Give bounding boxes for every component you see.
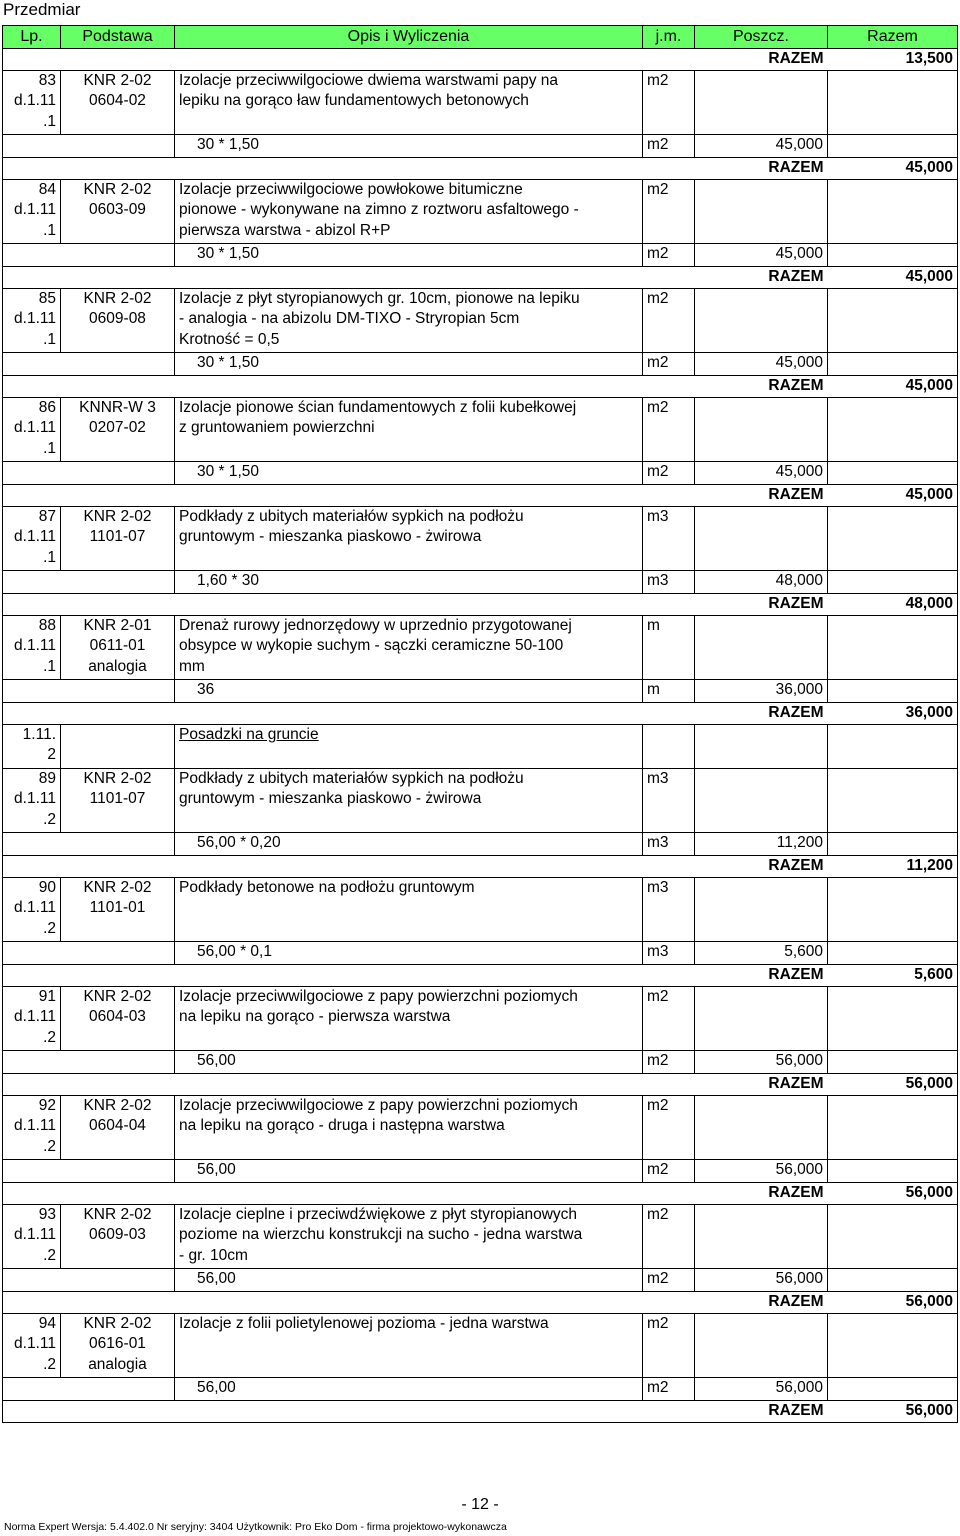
razem-value: 5,600 — [828, 965, 958, 987]
section-podstawa-empty — [61, 724, 175, 768]
razem-spacer — [3, 376, 695, 398]
item-lp: 83 d.1.11 .1 — [3, 70, 61, 135]
razem-value: 48,000 — [828, 594, 958, 616]
item-row — [3, 179, 958, 244]
header-opis: Opis i Wyliczenia — [175, 26, 643, 49]
item-razem-empty — [828, 1204, 958, 1269]
calc-jm: m2 — [643, 244, 695, 267]
calc-razem-empty — [828, 1051, 958, 1074]
estimate-table — [2, 25, 958, 1423]
item-razem-empty — [828, 615, 958, 680]
item-opis: Izolacje przeciwwilgociowe dwiema warstwami papy na lepiku na gorąco ław fundamentowych betonowych — [175, 70, 643, 135]
calc-expression: 56,00 — [175, 1269, 643, 1292]
razem-row — [3, 376, 958, 398]
calc-razem-empty — [828, 942, 958, 965]
item-podstawa: KNR 2-01 0611-01 analogia — [61, 615, 175, 680]
section-title: Posadzki na gruncie — [175, 724, 643, 768]
calc-jm: m2 — [643, 1269, 695, 1292]
item-lp: 94 d.1.11 .2 — [3, 1313, 61, 1378]
item-lp: 86 d.1.11 .1 — [3, 397, 61, 462]
calc-spacer — [3, 1378, 175, 1401]
calc-razem-empty — [828, 462, 958, 485]
item-jm: m2 — [643, 70, 695, 135]
item-poszcz-empty — [695, 397, 828, 462]
calc-expression: 56,00 — [175, 1160, 643, 1183]
item-row — [3, 70, 958, 135]
item-opis: Izolacje cieplne i przeciwdźwiękowe z płyt styropianowych poziome na wierzchu konstrukcji na sucho - jedna warstwa - gr. 10cm — [175, 1204, 643, 1269]
razem-row — [3, 703, 958, 725]
razem-row — [3, 1401, 958, 1423]
razem-spacer — [3, 965, 695, 987]
item-podstawa: KNR 2-02 1101-01 — [61, 877, 175, 942]
calc-row — [3, 680, 958, 703]
razem-label: RAZEM — [695, 1292, 828, 1314]
item-podstawa: KNR 2-02 0616-01 analogia — [61, 1313, 175, 1378]
razem-row — [3, 158, 958, 180]
item-poszcz-empty — [695, 1313, 828, 1378]
calc-spacer — [3, 571, 175, 594]
item-row — [3, 1204, 958, 1269]
calc-poszcz: 36,000 — [695, 680, 828, 703]
item-lp: 91 d.1.11 .2 — [3, 986, 61, 1051]
razem-value: 45,000 — [828, 485, 958, 507]
item-row — [3, 877, 958, 942]
calc-razem-empty — [828, 135, 958, 158]
item-lp: 87 d.1.11 .1 — [3, 506, 61, 571]
item-podstawa: KNR 2-02 0604-02 — [61, 70, 175, 135]
item-opis: Izolacje z płyt styropianowych gr. 10cm, pionowe na lepiku - analogia - na abizolu DM-TIXO - Stryropian 5cm Krotność = 0,5 — [175, 288, 643, 353]
item-jm: m2 — [643, 288, 695, 353]
section-razem-empty — [828, 724, 958, 768]
item-lp: 85 d.1.11 .1 — [3, 288, 61, 353]
calc-jm: m3 — [643, 833, 695, 856]
item-razem-empty — [828, 288, 958, 353]
calc-expression: 56,00 — [175, 1051, 643, 1074]
item-jm: m2 — [643, 1204, 695, 1269]
item-lp: 89 d.1.11 .2 — [3, 768, 61, 833]
calc-spacer — [3, 833, 175, 856]
item-razem-empty — [828, 70, 958, 135]
page-title: Przedmiar — [3, 0, 81, 19]
calc-poszcz: 45,000 — [695, 135, 828, 158]
calc-poszcz: 11,200 — [695, 833, 828, 856]
item-razem-empty — [828, 986, 958, 1051]
calc-expression: 56,00 * 0,1 — [175, 942, 643, 965]
calc-jm: m — [643, 680, 695, 703]
table-header — [3, 26, 958, 49]
item-lp: 92 d.1.11 .2 — [3, 1095, 61, 1160]
razem-row — [3, 1183, 958, 1205]
calc-jm: m2 — [643, 462, 695, 485]
razem-value: 45,000 — [828, 267, 958, 289]
item-poszcz-empty — [695, 1204, 828, 1269]
item-poszcz-empty — [695, 1095, 828, 1160]
item-podstawa: KNR 2-02 0609-08 — [61, 288, 175, 353]
item-row — [3, 1313, 958, 1378]
item-podstawa: KNR 2-02 1101-07 — [61, 506, 175, 571]
calc-spacer — [3, 1051, 175, 1074]
calc-poszcz: 56,000 — [695, 1160, 828, 1183]
item-poszcz-empty — [695, 768, 828, 833]
calc-jm: m3 — [643, 571, 695, 594]
razem-spacer — [3, 1183, 695, 1205]
calc-poszcz: 56,000 — [695, 1378, 828, 1401]
razem-spacer — [3, 267, 695, 289]
item-jm: m2 — [643, 1313, 695, 1378]
calc-expression: 1,60 * 30 — [175, 571, 643, 594]
item-lp: 93 d.1.11 .2 — [3, 1204, 61, 1269]
item-lp: 90 d.1.11 .2 — [3, 877, 61, 942]
item-row — [3, 506, 958, 571]
item-podstawa: KNR 2-02 0604-04 — [61, 1095, 175, 1160]
item-jm: m3 — [643, 506, 695, 571]
calc-expression: 56,00 — [175, 1378, 643, 1401]
item-row — [3, 288, 958, 353]
calc-razem-empty — [828, 244, 958, 267]
footer-text: Norma Expert Wersja: 5.4.402.0 Nr seryjny: 3404 Użytkownik: Pro Eko Dom - firma projektowo-wykonawcza — [4, 1521, 507, 1533]
calc-spacer — [3, 353, 175, 376]
calc-poszcz: 45,000 — [695, 244, 828, 267]
razem-value: 13,500 — [828, 49, 958, 71]
calc-expression: 30 * 1,50 — [175, 353, 643, 376]
item-razem-empty — [828, 877, 958, 942]
razem-value: 56,000 — [828, 1074, 958, 1096]
razem-label: RAZEM — [695, 485, 828, 507]
header-poszcz: Poszcz. — [695, 26, 828, 49]
calc-expression: 30 * 1,50 — [175, 462, 643, 485]
item-poszcz-empty — [695, 288, 828, 353]
section-row — [3, 724, 958, 768]
item-opis: Izolacje przeciwwilgociowe powłokowe bitumiczne pionowe - wykonywane na zimno z roztworu asfaltowego - pierwsza warstwa - abizol R+P — [175, 179, 643, 244]
razem-label: RAZEM — [695, 856, 828, 878]
razem-label: RAZEM — [695, 1074, 828, 1096]
item-opis: Podkłady z ubitych materiałów sypkich na podłożu gruntowym - mieszanka piaskowo - żwirowa — [175, 768, 643, 833]
header-razem: Razem — [828, 26, 958, 49]
calc-expression: 36 — [175, 680, 643, 703]
calc-jm: m2 — [643, 1160, 695, 1183]
item-row — [3, 768, 958, 833]
calc-spacer — [3, 135, 175, 158]
razem-label: RAZEM — [695, 267, 828, 289]
calc-row — [3, 244, 958, 267]
calc-razem-empty — [828, 1378, 958, 1401]
calc-row — [3, 571, 958, 594]
item-opis: Podkłady betonowe na podłożu gruntowym — [175, 877, 643, 942]
calc-razem-empty — [828, 571, 958, 594]
calc-spacer — [3, 244, 175, 267]
calc-poszcz: 48,000 — [695, 571, 828, 594]
calc-spacer — [3, 680, 175, 703]
razem-row — [3, 1292, 958, 1314]
calc-spacer — [3, 1160, 175, 1183]
calc-poszcz: 45,000 — [695, 353, 828, 376]
item-razem-empty — [828, 1095, 958, 1160]
item-jm: m2 — [643, 1095, 695, 1160]
calc-razem-empty — [828, 1269, 958, 1292]
razem-row — [3, 485, 958, 507]
item-row — [3, 615, 958, 680]
calc-razem-empty — [828, 1160, 958, 1183]
calc-row — [3, 1160, 958, 1183]
razem-value: 56,000 — [828, 1401, 958, 1423]
calc-row — [3, 1269, 958, 1292]
calc-row — [3, 1378, 958, 1401]
razem-spacer — [3, 594, 695, 616]
header-jm: j.m. — [643, 26, 695, 49]
section-poszcz-empty — [695, 724, 828, 768]
calc-row — [3, 833, 958, 856]
razem-row — [3, 594, 958, 616]
header-podstawa: Podstawa — [61, 26, 175, 49]
item-jm: m3 — [643, 877, 695, 942]
item-lp: 84 d.1.11 .1 — [3, 179, 61, 244]
item-opis: Izolacje przeciwwilgociowe z papy powierzchni poziomych na lepiku na gorąco - druga i następna warstwa — [175, 1095, 643, 1160]
razem-value: 56,000 — [828, 1183, 958, 1205]
item-podstawa: KNR 2-02 0603-09 — [61, 179, 175, 244]
calc-spacer — [3, 942, 175, 965]
calc-jm: m2 — [643, 1378, 695, 1401]
item-opis: Izolacje przeciwwilgociowe z papy powierzchni poziomych na lepiku na gorąco - pierwsza warstwa — [175, 986, 643, 1051]
item-jm: m2 — [643, 986, 695, 1051]
calc-expression: 30 * 1,50 — [175, 244, 643, 267]
item-razem-empty — [828, 768, 958, 833]
razem-label: RAZEM — [695, 1401, 828, 1423]
razem-label: RAZEM — [695, 703, 828, 725]
item-podstawa: KNR 2-02 1101-07 — [61, 768, 175, 833]
razem-label: RAZEM — [695, 376, 828, 398]
calc-poszcz: 5,600 — [695, 942, 828, 965]
header-lp: Lp. — [3, 26, 61, 49]
calc-spacer — [3, 462, 175, 485]
razem-row — [3, 856, 958, 878]
razem-row — [3, 965, 958, 987]
razem-row — [3, 49, 958, 71]
razem-spacer — [3, 158, 695, 180]
calc-jm: m2 — [643, 353, 695, 376]
calc-expression: 30 * 1,50 — [175, 135, 643, 158]
item-podstawa: KNNR-W 3 0207-02 — [61, 397, 175, 462]
section-jm-empty — [643, 724, 695, 768]
razem-value: 45,000 — [828, 376, 958, 398]
calc-row — [3, 462, 958, 485]
calc-row — [3, 1051, 958, 1074]
item-razem-empty — [828, 397, 958, 462]
calc-poszcz: 56,000 — [695, 1051, 828, 1074]
calc-razem-empty — [828, 680, 958, 703]
section-lp: 1.11. 2 — [3, 724, 61, 768]
item-opis: Drenaż rurowy jednorzędowy w uprzednio przygotowanej obsypce w wykopie suchym - sączki ceramiczne 50-100 mm — [175, 615, 643, 680]
page-number: - 12 - — [461, 1496, 499, 1513]
calc-poszcz: 45,000 — [695, 462, 828, 485]
item-opis: Podkłady z ubitych materiałów sypkich na podłożu gruntowym - mieszanka piaskowo - żwirowa — [175, 506, 643, 571]
item-jm: m2 — [643, 397, 695, 462]
calc-jm: m3 — [643, 942, 695, 965]
razem-value: 45,000 — [828, 158, 958, 180]
razem-label: RAZEM — [695, 1183, 828, 1205]
calc-expression: 56,00 * 0,20 — [175, 833, 643, 856]
item-podstawa: KNR 2-02 0604-03 — [61, 986, 175, 1051]
calc-spacer — [3, 1269, 175, 1292]
item-row — [3, 1095, 958, 1160]
item-row — [3, 986, 958, 1051]
calc-row — [3, 942, 958, 965]
item-poszcz-empty — [695, 877, 828, 942]
item-opis: Izolacje z folii polietylenowej pozioma - jedna warstwa — [175, 1313, 643, 1378]
razem-label: RAZEM — [695, 594, 828, 616]
calc-row — [3, 135, 958, 158]
item-razem-empty — [828, 506, 958, 571]
calc-jm: m2 — [643, 1051, 695, 1074]
razem-row — [3, 267, 958, 289]
razem-label: RAZEM — [695, 49, 828, 71]
razem-spacer — [3, 485, 695, 507]
item-lp: 88 d.1.11 .1 — [3, 615, 61, 680]
item-jm: m3 — [643, 768, 695, 833]
item-row — [3, 397, 958, 462]
item-podstawa: KNR 2-02 0609-03 — [61, 1204, 175, 1269]
item-poszcz-empty — [695, 179, 828, 244]
razem-label: RAZEM — [695, 965, 828, 987]
item-poszcz-empty — [695, 986, 828, 1051]
calc-poszcz: 56,000 — [695, 1269, 828, 1292]
razem-spacer — [3, 856, 695, 878]
item-poszcz-empty — [695, 506, 828, 571]
item-razem-empty — [828, 179, 958, 244]
razem-label: RAZEM — [695, 158, 828, 180]
calc-razem-empty — [828, 353, 958, 376]
razem-spacer — [3, 1292, 695, 1314]
item-razem-empty — [828, 1313, 958, 1378]
item-opis: Izolacje pionowe ścian fundamentowych z folii kubełkowej z gruntowaniem powierzchni — [175, 397, 643, 462]
item-jm: m — [643, 615, 695, 680]
item-jm: m2 — [643, 179, 695, 244]
razem-spacer — [3, 703, 695, 725]
razem-value: 36,000 — [828, 703, 958, 725]
item-poszcz-empty — [695, 70, 828, 135]
razem-spacer — [3, 1401, 695, 1423]
razem-value: 11,200 — [828, 856, 958, 878]
item-poszcz-empty — [695, 615, 828, 680]
razem-spacer — [3, 1074, 695, 1096]
calc-jm: m2 — [643, 135, 695, 158]
calc-row — [3, 353, 958, 376]
razem-value: 56,000 — [828, 1292, 958, 1314]
razem-row — [3, 1074, 958, 1096]
calc-razem-empty — [828, 833, 958, 856]
